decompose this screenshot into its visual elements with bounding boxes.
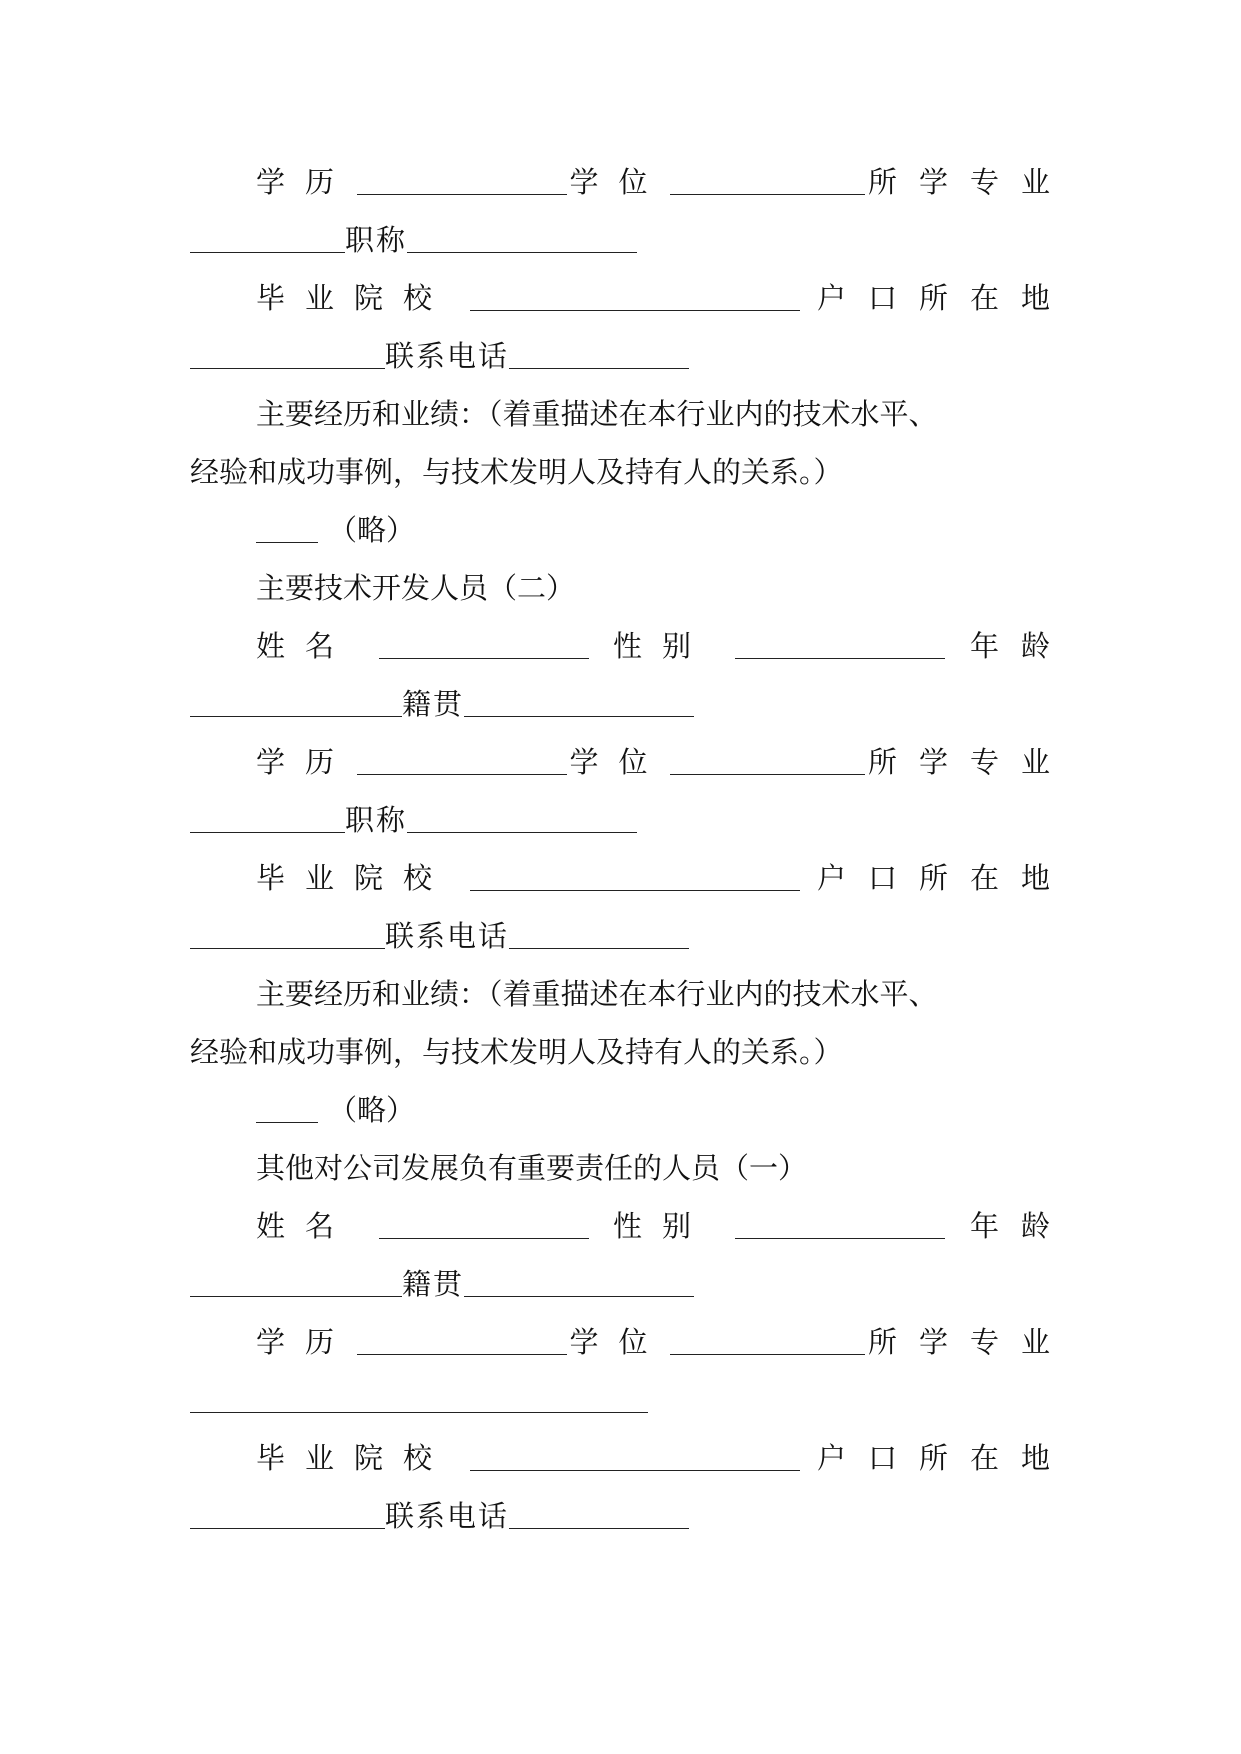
section-heading: 其他对公司发展负有重要责任的人员（一） [256,1151,808,1185]
gender-blank[interactable] [735,1208,945,1239]
age-label: 年龄 [969,1209,1072,1243]
phone-blank[interactable] [509,918,689,949]
phone-blank[interactable] [509,1498,689,1529]
major-blank[interactable] [190,802,345,833]
degree-label: 学位 [569,745,668,779]
origin-blank[interactable] [464,1266,694,1297]
education-label: 学历 [256,1325,355,1359]
residence-label: 户口所在地 [816,281,1072,315]
section-heading: 主要技术开发人员（二） [256,571,576,605]
gender-blank[interactable] [735,628,945,659]
major-blank[interactable] [190,1382,648,1413]
education-row [190,742,1072,782]
phone-row [190,336,1050,376]
name-row [190,626,1072,666]
experience-line-2: 经验和成功事例，与技术发明人及持有人的关系。） [190,455,843,489]
education-label: 学历 [256,165,355,199]
experience-line-1: 主要经历和业绩：（着重描述在本行业内的技术水平、 [256,977,938,1011]
residence-blank[interactable] [190,918,385,949]
age-blank[interactable] [190,1266,402,1297]
phone-blank[interactable] [509,338,689,369]
major-label: 所学专业 [867,1325,1072,1359]
experience-line-1: 主要经历和业绩：（着重描述在本行业内的技术水平、 [256,397,938,431]
age-blank[interactable] [190,686,402,717]
title-blank[interactable] [407,802,637,833]
name-blank[interactable] [379,1208,589,1239]
degree-blank[interactable] [670,744,865,775]
origin-blank[interactable] [464,686,694,717]
school-row [190,1438,1072,1478]
education-label: 学历 [256,745,355,779]
phone-row [190,1496,1050,1536]
origin-row [190,684,1050,724]
school-blank[interactable] [470,280,800,311]
phone-label: 联系电话 [385,919,510,953]
title-row [190,800,1050,840]
residence-blank[interactable] [190,1498,385,1529]
school-label: 毕业院校 [256,861,453,895]
phone-row [190,916,1050,956]
phone-label: 联系电话 [385,1499,510,1533]
degree-blank[interactable] [670,1324,865,1355]
education-row [190,1322,1072,1362]
major-label: 所学专业 [867,165,1072,199]
school-blank[interactable] [470,860,800,891]
name-label: 姓名 [256,629,355,663]
phone-label: 联系电话 [385,339,510,373]
school-row [190,278,1072,318]
education-blank[interactable] [357,1324,567,1355]
residence-label: 户口所在地 [816,861,1072,895]
omitted-blank[interactable] [256,1092,318,1123]
degree-label: 学位 [569,1325,668,1359]
school-label: 毕业院校 [256,281,453,315]
degree-label: 学位 [569,165,668,199]
origin-label: 籍贯 [402,687,465,721]
title-label: 职称 [345,803,408,837]
gender-label: 性别 [612,629,711,663]
education-blank[interactable] [357,164,567,195]
residence-blank[interactable] [190,338,385,369]
major-label: 所学专业 [867,745,1072,779]
name-label: 姓名 [256,1209,355,1243]
major-blank-row [190,1380,1050,1420]
degree-blank[interactable] [670,164,865,195]
name-row [190,1206,1072,1246]
gender-label: 性别 [612,1209,711,1243]
education-row [190,162,1072,202]
experience-line-2: 经验和成功事例，与技术发明人及持有人的关系。） [190,1035,843,1069]
omitted-text: （略） [328,1093,416,1127]
omitted-row [190,1090,1050,1130]
age-label: 年龄 [969,629,1072,663]
education-blank[interactable] [357,744,567,775]
school-label: 毕业院校 [256,1441,453,1475]
name-blank[interactable] [379,628,589,659]
origin-row [190,1264,1050,1304]
title-blank[interactable] [407,222,637,253]
omitted-blank[interactable] [256,512,318,543]
title-label: 职称 [345,223,408,257]
title-row [190,220,1050,260]
omitted-row [190,510,1050,550]
origin-label: 籍贯 [402,1267,465,1301]
school-row [190,858,1072,898]
school-blank[interactable] [470,1440,800,1471]
omitted-text: （略） [328,513,416,547]
major-blank[interactable] [190,222,345,253]
residence-label: 户口所在地 [816,1441,1072,1475]
